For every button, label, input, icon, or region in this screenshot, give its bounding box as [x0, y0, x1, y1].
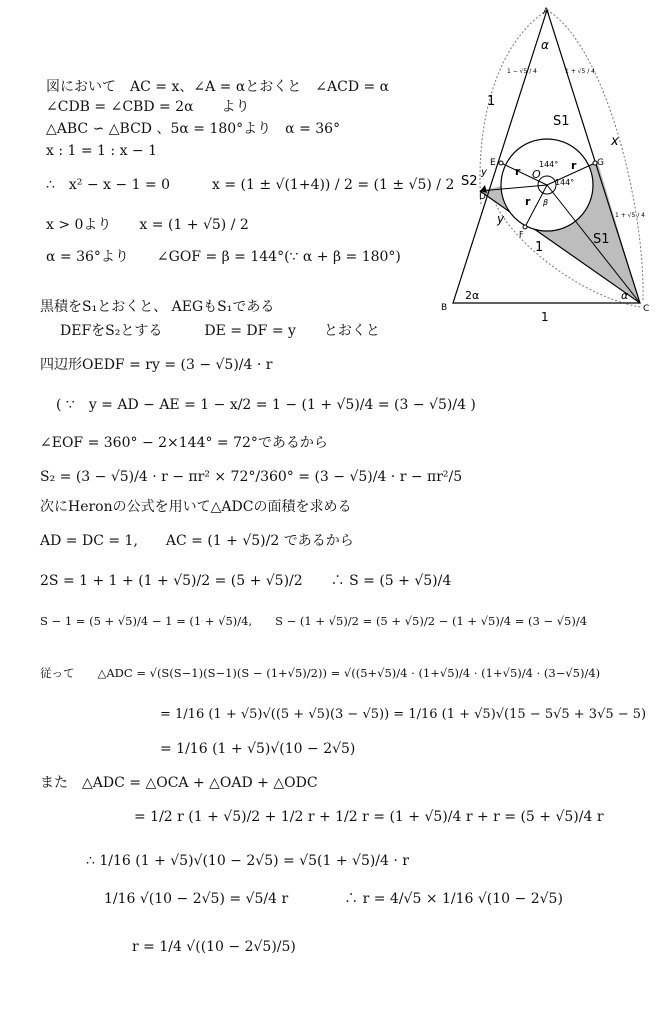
line-1: 図において AC = x、∠A = αとおくと ∠ACD = α — [46, 79, 390, 95]
label-a: A — [543, 7, 550, 17]
label-r3: r — [525, 195, 531, 208]
point-f — [523, 225, 527, 229]
label-b: B — [441, 303, 448, 313]
line-11: ( ∵ y = AD − AE = 1 − x/2 = 1 − (1 + √5)/4 = (3 − √5)/4 ) — [56, 397, 476, 413]
line-5: ∴ x² − x − 1 = 0 x = (1 ± √(1+4)) / 2 = (1 ± √5) / 2 — [46, 177, 455, 193]
line-25: r = 1/4 √((10 − 2√5)/5) — [132, 939, 296, 955]
line-2: ∠CDB = ∠CBD = 2α より — [46, 99, 250, 115]
label-r2: r — [571, 159, 577, 172]
label-two-alpha: 2α — [465, 289, 480, 302]
line-19: = 1/16 (1 + √5)√((5 + √5)(3 − √5)) = 1/16 (1 + √5)√(15 − 5√5 + 3√5 − 5) — [160, 707, 647, 722]
line-15: AD = DC = 1, AC = (1 + √5)/2 であるから — [40, 533, 354, 549]
label-one-left: 1 — [487, 94, 496, 109]
label-s1-inner: S1 — [553, 114, 570, 129]
label-s2: S2 — [461, 174, 478, 189]
label-one-base: 1 — [541, 310, 549, 324]
label-f: F — [519, 230, 524, 239]
label-x: x — [611, 134, 619, 149]
line-24: 1/16 √(10 − 2√5) = √5/4 r ∴ r = 4/√5 × 1/16 √(10 − 2√5) — [104, 891, 563, 907]
line-20: = 1/16 (1 + √5)√(10 − 2√5) — [160, 741, 356, 757]
point-e — [499, 161, 503, 165]
line-18: 従って △ADC = √(S(S−1)(S−1)(S − (1+√5)/2)) = √((5+√5)/4 · (1+√5)/4 · (1+√5)/4 · (3−√5)/4) — [40, 666, 601, 680]
label-r1: r — [515, 165, 521, 178]
line-17: S − 1 = (5 + √5)/4 − 1 = (1 + √5)/4, S − (1 + √5)/2 = (5 + √5)/2 − (1 + √5)/4 = (3 − √5)/4 — [40, 614, 588, 628]
line-22: = 1/2 r (1 + √5)/2 + 1/2 r + 1/2 r = (1 + √5)/4 r + r = (5 + √5)/4 r — [134, 809, 604, 825]
label-o: O — [532, 168, 541, 181]
label-e: E — [490, 158, 496, 168]
label-g: G — [597, 158, 604, 168]
line-23: ∴ 1/16 (1 + √5)√(10 − 2√5) = √5(1 + √5)/4 · r — [86, 853, 409, 869]
line-9: DEFをS₂とする DE = DF = y とおくと — [60, 323, 380, 339]
line-21: また △ADC = △OCA + △OAD + △ODC — [40, 775, 318, 791]
line-6: x > 0より x = (1 + √5) / 2 — [46, 217, 249, 233]
label-y2: y — [497, 212, 505, 226]
line-8: 黒積をS₁とおくと、 AEGもS₁である — [40, 299, 275, 315]
line-3: △ABC ∽ △BCD 、5α = 180°より α = 36° — [46, 121, 341, 137]
line-14: 次にHeronの公式を用いて△ADCの面積を求める — [40, 499, 352, 515]
line-10: 四辺形OEDF = ry = (3 − √5)/4 · r — [40, 357, 273, 373]
label-frac3: 1 + √5 / 4 — [615, 212, 645, 219]
line-12: ∠EOF = 360° − 2×144° = 72°であるから — [40, 435, 328, 451]
label-alpha-c: α — [621, 289, 629, 302]
label-frac1: 1 − √5 / 4 — [507, 68, 537, 75]
label-deg2: 144° — [555, 178, 575, 187]
label-one-mid: 1 — [535, 240, 544, 255]
line-13: S₂ = (3 − √5)/4 · r − πr² × 72°/360° = (3 − √5)/4 · r − πr²/5 — [40, 469, 463, 485]
line-4: x : 1 = 1 : x − 1 — [46, 143, 158, 159]
label-s1-gray: S1 — [593, 232, 610, 247]
label-y1: y — [481, 167, 487, 178]
label-d: D — [479, 192, 486, 202]
label-frac2: 1 + √5 / 4 — [565, 68, 595, 75]
label-deg1: 144° — [539, 160, 559, 169]
label-alpha-top: α — [541, 38, 549, 52]
line-16: 2S = 1 + 1 + (1 + √5)/2 = (5 + √5)/2 ∴ S = (5 + √5)/4 — [40, 573, 452, 589]
line-7: α = 36°より ∠GOF = β = 144°(∵ α + β = 180°) — [46, 249, 401, 265]
triangle-figure — [435, 5, 665, 325]
label-c: C — [643, 304, 650, 314]
label-beta: β — [543, 198, 549, 207]
